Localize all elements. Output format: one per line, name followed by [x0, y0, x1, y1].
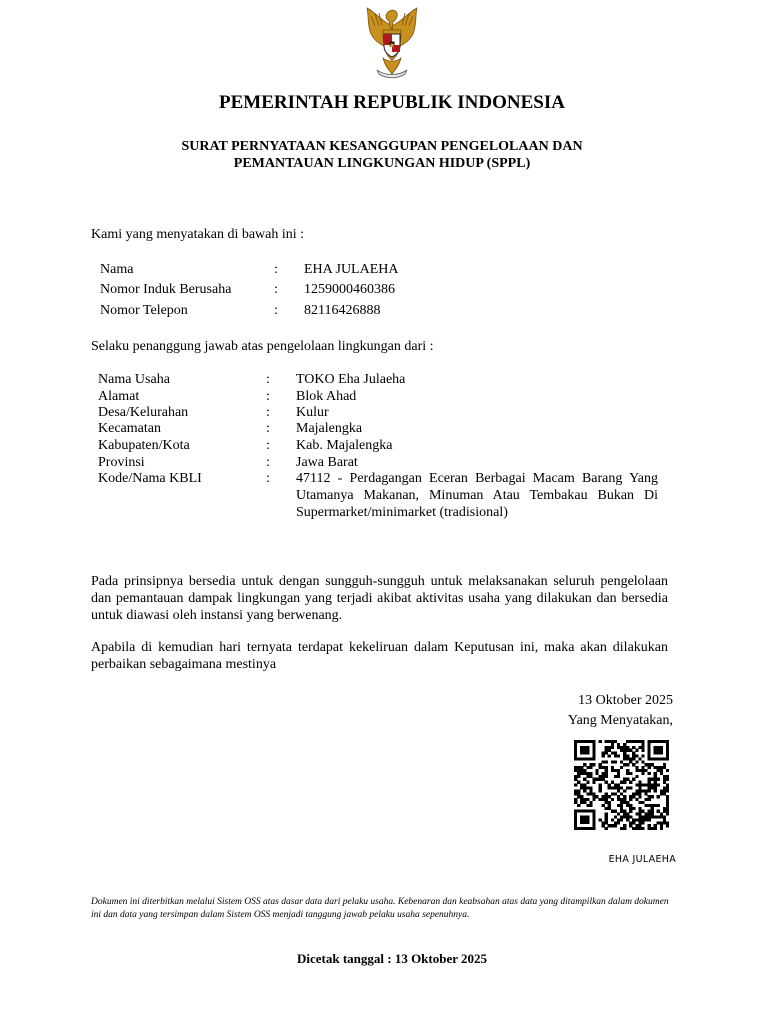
- business-value-nama-usaha: TOKO Eha Julaeha: [296, 372, 406, 387]
- subtitle-line-1: SURAT PERNYATAAN KESANGGUPAN PENGELOLAAN DAN: [181, 139, 583, 154]
- business-label-provinsi: Provinsi: [98, 455, 145, 470]
- business-value-alamat: Blok Ahad: [296, 389, 357, 404]
- identity-label-nama: Nama: [100, 262, 134, 277]
- subtitle-line-2: PEMANTAUAN LINGKUNGAN HIDUP (SPPL): [233, 156, 531, 171]
- document-title: PEMERINTAH REPUBLIK INDONESIA: [219, 92, 565, 113]
- business-value-kabupaten: Kab. Majalengka: [296, 438, 393, 453]
- business-value-kbli: 47112 - Perdagangan Eceran Berbagai Macam Barang Yang Utamanya Makanan, Minuman Atau Tembakau Bukan Di Supermarket/minimarket (tradisional): [296, 471, 658, 520]
- signature-date: 13 Oktober 2025: [578, 693, 673, 708]
- responsibility-intro: Selaku penanggung jawab atas pengelolaan lingkungan dari :: [91, 339, 434, 354]
- qr-code-icon: [574, 740, 669, 830]
- garuda-emblem-icon: [353, 4, 431, 82]
- identity-separator: :: [274, 282, 278, 297]
- intro-text: Kami yang menyatakan di bawah ini :: [91, 227, 305, 242]
- identity-value-nama: EHA JULAEHA: [304, 262, 399, 277]
- identity-value-nib: 1259000460386: [304, 282, 395, 297]
- correction-paragraph: Apabila di kemudian hari ternyata terdapat kekeliruan dalam Keputusan ini, maka akan dilakukan perbaikan sebagaimana mestinya: [91, 640, 668, 672]
- business-separator: :: [266, 372, 270, 387]
- business-separator: :: [266, 455, 270, 470]
- oss-disclaimer: Dokumen ini diterbitkan melalui Sistem OSS atas dasar data dari pelaku usaha. Kebenaran dan keabsahan atas data yang ditampilkan dalam dokumen ini dan data yang tersimpan dalam Sistem OSS menjadi tanggung jawab pelaku usaha sepenuhnya.: [91, 897, 669, 920]
- business-separator: :: [266, 421, 270, 436]
- signature-label: Yang Menyatakan,: [567, 713, 673, 728]
- identity-label-nib: Nomor Induk Berusaha: [100, 282, 232, 297]
- business-separator: :: [266, 438, 270, 453]
- business-separator: :: [266, 405, 270, 420]
- identity-label-telepon: Nomor Telepon: [100, 303, 188, 318]
- business-separator: :: [266, 389, 270, 404]
- business-label-kbli: Kode/Nama KBLI: [98, 471, 202, 486]
- business-value-provinsi: Jawa Barat: [296, 455, 358, 470]
- business-label-alamat: Alamat: [98, 389, 140, 404]
- printed-date: Dicetak tanggal : 13 Oktober 2025: [296, 951, 488, 966]
- identity-value-telepon: 82116426888: [304, 303, 381, 318]
- business-label-kecamatan: Kecamatan: [98, 421, 161, 436]
- identity-separator: :: [274, 303, 278, 318]
- business-label-desa: Desa/Kelurahan: [98, 405, 189, 420]
- business-label-nama-usaha: Nama Usaha: [98, 372, 170, 387]
- document-subtitle: [0, 138, 764, 172]
- business-value-kecamatan: Majalengka: [296, 421, 363, 436]
- business-separator: :: [266, 471, 270, 486]
- identity-separator: :: [274, 262, 278, 277]
- signer-name: EHA JULAEHA: [608, 854, 676, 865]
- business-label-kabupaten: Kabupaten/Kota: [98, 438, 190, 453]
- business-value-desa: Kulur: [296, 405, 329, 420]
- commitment-paragraph: Pada prinsipnya bersedia untuk dengan sungguh-sungguh untuk melaksanakan seluruh pengelolaan dan pemantauan dampak lingkungan yang terjadi akibat aktivitas usaha yang dilakukan dan bersedia untuk diawasi oleh instansi yang berwenang.: [91, 574, 668, 623]
